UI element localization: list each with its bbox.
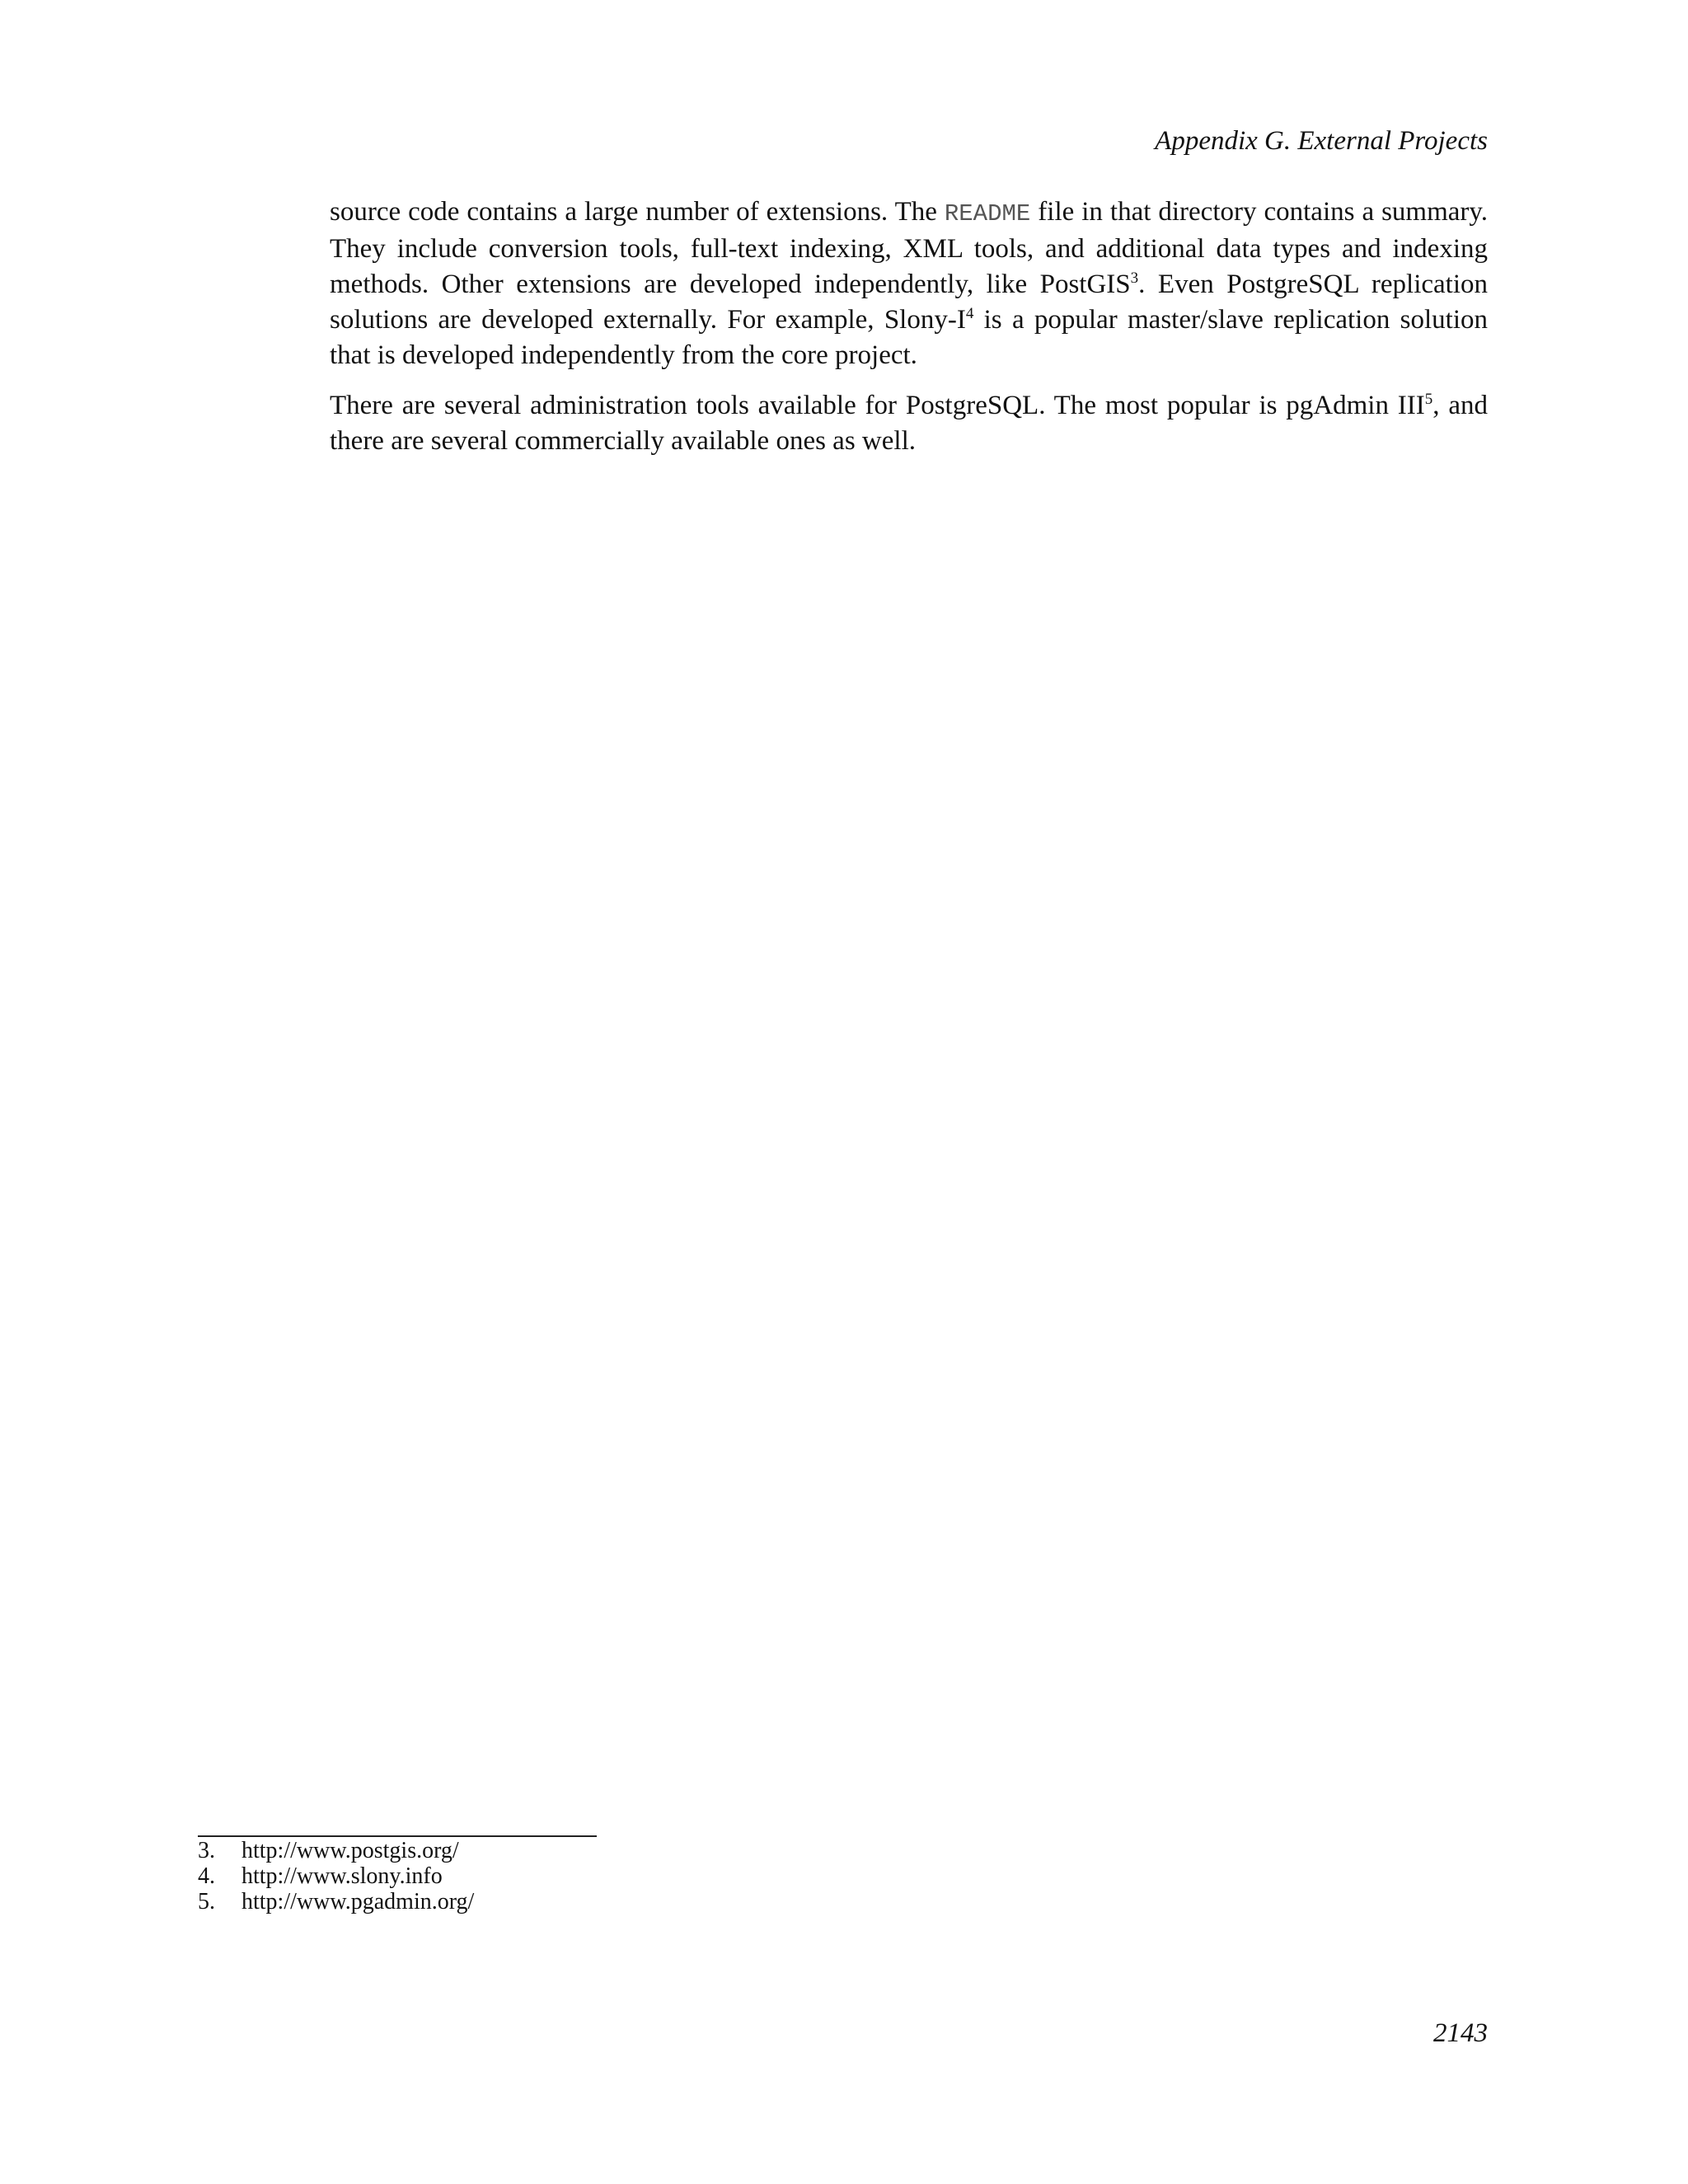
footnote-divider: [198, 1835, 597, 1837]
footnote-item: [198, 1838, 474, 1863]
footnote-link[interactable]: http://www.pgadmin.org/: [241, 1889, 475, 1915]
footnote-number: 4.: [198, 1863, 215, 1889]
footnote-link[interactable]: http://www.slony.info: [241, 1863, 443, 1889]
body-text: [330, 194, 1488, 474]
footnote-item: [198, 1889, 474, 1915]
footnote-number: 5.: [198, 1889, 215, 1915]
footnotes-list: [198, 1838, 474, 1915]
footnote-item: [198, 1863, 474, 1889]
paragraph-extensions: source code contains a large number of extensions. The README file in that directory contains a summary. They include conversion tools, full-text indexing, XML tools, and additional data types and indexing methods. Other extensions are developed independently, like PostGIS$^3$. Even PostgreSQL replication solutions are developed externally. For example, Slony-$I^4$ is a popular master/slave replication solution that is developed independently from the core project.: [330, 197, 1488, 370]
footnote-ref-5[interactable]: 5: [1424, 391, 1433, 408]
footnote-link[interactable]: http://www.postgis.org/: [241, 1838, 459, 1863]
paragraph-admin-tools: There are several administration tools available for PostgreSQL. The most popular is pgAdmin III$^5$, and there are several commercially available ones as well.: [330, 391, 1488, 456]
footnote-ref-3[interactable]: 3: [1130, 269, 1139, 287]
page-number: 2143: [1433, 2018, 1488, 2048]
readme-code: README: [944, 200, 1031, 227]
footnote-ref-4[interactable]: 4: [965, 305, 974, 322]
footnote-number: 3.: [198, 1838, 215, 1863]
running-header: Appendix G. External Projects: [1155, 126, 1488, 156]
